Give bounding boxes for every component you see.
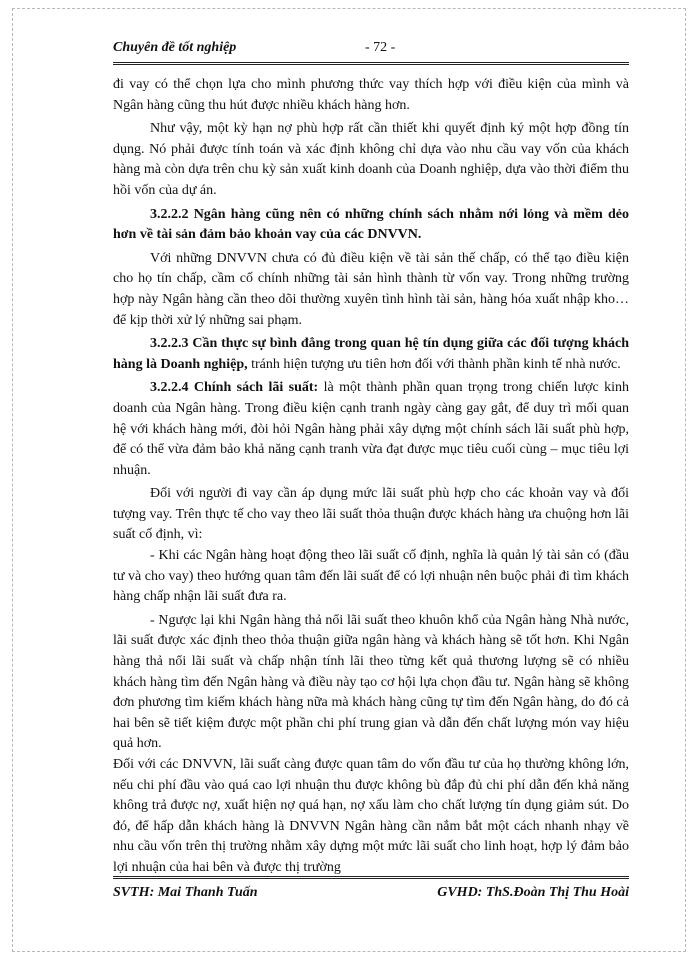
footer-student: SVTH: Mai Thanh Tuấn	[113, 885, 258, 900]
section-heading	[113, 205, 629, 246]
paragraph-text: tránh hiện tượng ưu tiên hơn đối với thành phần kinh tế nhà nước.	[247, 356, 621, 372]
paragraph-text: là một thành phần quan trọng trong chiến lược kinh doanh của Ngân hàng. Trong điều kiện cạnh tranh ngày càng gay gắt, để duy trì mối quan hệ với khách hàng mới, đòi hỏi Ngân hàng phải xây dựng một chính sách lãi suất phù hợp, để có thể vừa đảm bảo khả năng cạnh tranh vừa đạt được mục tiêu cuối cùng – mục tiêu lợi nhuận.	[113, 380, 629, 478]
header-rule	[113, 62, 629, 65]
section-heading-text: 3.2.2.4 Chính sách lãi suất:	[150, 380, 319, 396]
paragraph: đi vay có thể chọn lựa cho mình phương thức vay thích hợp với điều kiện của mình và Ngân hàng cũng thu hút được nhiều khách hàng hơn.	[113, 77, 629, 113]
page-header	[113, 40, 629, 62]
paragraph: Đối với các DNVVN, lãi suất càng được quan tâm do vốn đầu tư của họ thường không lớn, nếu chi phí đầu vào quá cao lợi nhuận thu được không bù đắp đủ chi phí dẫn đến khả năng không trả được nợ, xuất hiện nợ quá hạn, nợ xấu làm cho chất lượng tín dụng giảm sút. Do đó, để hấp dẫn khách hàng là DNVVN Ngân hàng cần nắm bắt một cách nhanh nhạy về nhu cầu vốn trên thị trường nhằm xây dựng một mức lãi suất cho linh hoạt, hợp lý đảm bảo lợi nhuận của hai bên và được thị trường	[113, 757, 629, 875]
paragraph: Đối với người đi vay cần áp dụng mức lãi suất phù hợp cho các khoản vay và đối tượng vay. Trên thực tế cho vay theo lãi suất thỏa thuận được khách hàng ưa chuộng hơn lãi suất cố định, vì:	[113, 486, 629, 543]
list-item: - Khi các Ngân hàng hoạt động theo lãi suất cố định, nghĩa là quản lý tài sản có (đầu tư và cho vay) theo hướng quan tâm đến lãi suất để có lợi nhuận nên buộc phải đi tìm khách hàng chấp nhận lãi suất đưa ra.	[113, 548, 629, 605]
footer-advisor: GVHD: ThS.Đoàn Thị Thu Hoài	[437, 885, 629, 900]
paragraph: Với những DNVVN chưa có đủ điều kiện về tài sản thế chấp, có thể tạo điều kiện cho họ tín chấp, cầm cố chính những tài sản hình thành từ vốn vay. Trong những trường hợp này Ngân hàng cần theo dõi thường xuyên tình hình tài sản, hàng hóa xuất nhập kho… để kịp thời xử lý những sai phạm.	[113, 250, 629, 328]
section-heading-text: 3.2.2.3 Cần thực sự bình đẳng trong quan hệ tín dụng giữa các đối tượng khách hàng là Doanh nghiệp,	[113, 336, 629, 372]
paragraph	[113, 334, 629, 375]
page-footer	[113, 885, 629, 907]
paragraph: Như vậy, một kỳ hạn nợ phù hợp rất cần thiết khi quyết định ký một hợp đồng tín dụng. Nó phải được tính toán và xác định không chỉ dựa vào nhu cầu vay vốn của khách hàng mà còn dựa trên chu kỳ sản xuất kinh doanh của Doanh nghiệp, dựa vào thời điểm thu hồi vốn của dự án.	[113, 121, 629, 198]
footer-rule	[113, 876, 629, 879]
paragraph	[113, 378, 629, 481]
body-text	[113, 75, 629, 879]
header-title: Chuyên đề tốt nghiệp	[113, 40, 237, 55]
page-number: - 72 -	[365, 40, 396, 55]
list-item: - Ngược lại khi Ngân hàng thả nổi lãi suất theo khuôn khổ của Ngân hàng Nhà nước, lãi suất được xác định theo thỏa thuận giữa ngân hàng và khách hàng sẽ tốt hơn. Khi Ngân hàng thả nổi lãi suất và chấp nhận tính lãi theo từng kết quả thương lượng sẽ có nhiều khách hàng tìm đến Ngân hàng và điều này tạo cơ hội lựa chọn đầu tư. Ngân hàng sẽ không đơn phương tìm kiếm khách hàng nữa mà khách hàng cũng tự tìm đến Ngân hàng, do đó cả hai bên sẽ tiết kiệm được một phần chi phí trung gian và dẫn đến chất lượng món vay hiệu quả hơn.	[113, 612, 629, 752]
section-heading-text: 3.2.2.2 Ngân hàng cũng nên có những chính sách nhằm nới lỏng và mềm dẻo hơn về tài sản đảm bảo khoản vay của các DNVVN.	[113, 206, 629, 243]
